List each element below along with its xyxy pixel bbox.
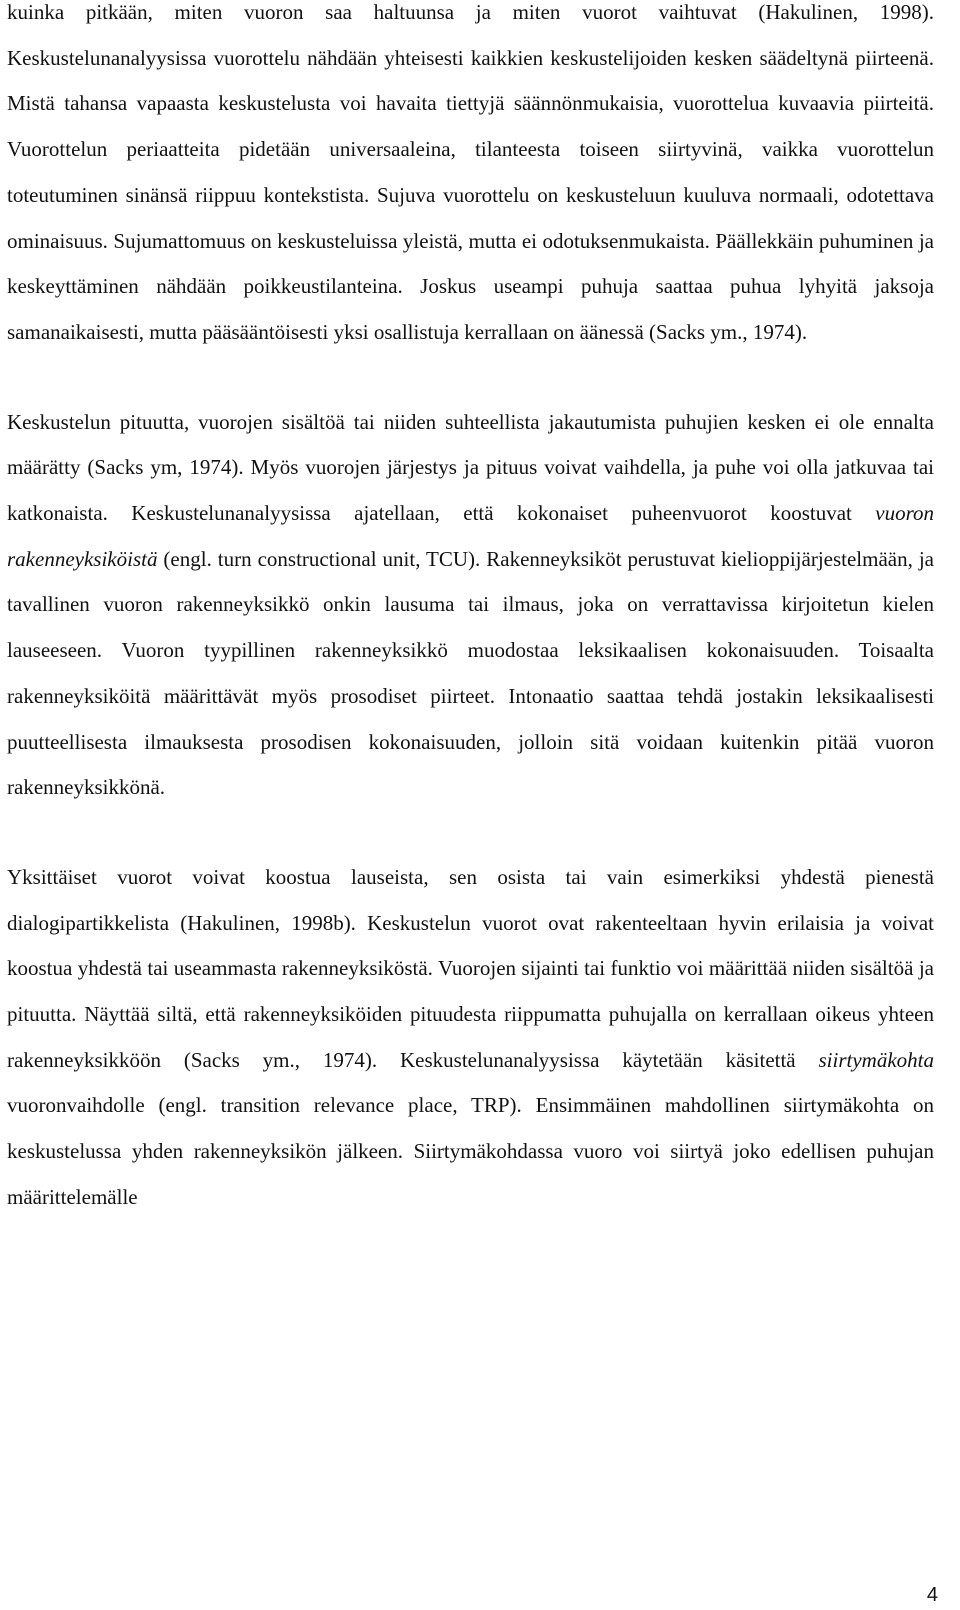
paragraph-text: kuinka pitkään, miten vuoron saa haltuunsa ja miten vuorot vaihtuvat (Hakulinen, 1998). Keskustelunanalyysissa vuorottelu nähdään yhteisesti kaikkien keskustelijoiden kesken säädeltynä piirteenä. Mistä tahansa vapaasta keskustelusta voi havaita tiettyjä säännönmukaisia, vuorottelua kuvaavia piirteitä. Vuorottelun periaatteita pidetään universaaleina, tilanteesta toiseen siirtyvinä, vaikka vuorottelun toteutuminen sinänsä riippuu kontekstista. Sujuva vuorottelu on keskusteluun kuuluva normaali, odotettava ominaisuus. Sujumattomuus on keskusteluissa yleistä, mutta ei odotuksenmukaista. Päällekkäin puhuminen ja keskeyttäminen nähdään poikkeustilanteina. Joskus useampi puhuja saattaa puhua lyhyitä jaksoja samanaikaisesti, mutta pääsääntöisesti yksi osallistuja kerrallaan on äänessä (Sacks ym., 1974). xyxy=(7,0,934,344)
paragraph-text: Keskustelun pituutta, vuorojen sisältöä tai niiden suhteellista jakautumista puhujien kesken ei ole ennalta määrätty (Sacks ym, 1974). Myös vuorojen järjestys ja pituus voivat vaihdella, ja puhe voi olla jatkuvaa tai katkonaista. Keskustelunanalyysissa ajatellaan, että kokonaiset puheenvuorot koostuvat xyxy=(7,409,934,526)
italic-term-tcu: vuoron rakenneyksiköistä xyxy=(7,501,934,571)
document-page xyxy=(7,0,934,1221)
page-number: 4 xyxy=(926,1584,938,1606)
italic-term-trp: siirtymäkohta xyxy=(818,1047,934,1072)
paragraph-text: (engl. turn constructional unit, TCU). Rakenneyksiköt perustuvat kielioppijärjestelmään, ja tavallinen vuoron rakenneyksikkö onkin lausuma tai ilmaus, joka on verrattavissa kirjoitetun kielen lauseeseen. Vuoron tyypillinen rakenneyksikkö muodostaa leksikaalisen kokonaisuuden. Toisaalta rakenneyksiköitä määrittävät myös prosodiset piirteet. Intonaatio saattaa tehdä jostakin leksikaalisesti puutteellisesta ilmauksesta prosodisen kokonaisuuden, jolloin sitä voidaan kuitenkin pitää vuoron rakenneyksikkönä. xyxy=(7,546,934,800)
paragraph-transition-place xyxy=(7,855,934,1221)
paragraph-turn-taking xyxy=(7,0,934,356)
paragraph-text: vuoronvaihdolle (engl. transition relevance place, TRP). Ensimmäinen mahdollinen siirtymäkohta on keskustelussa yhden rakenneyksikön jälkeen. Siirtymäkohdassa vuoro voi siirtyä joko edellisen puhujan määrittelemälle xyxy=(7,1093,934,1209)
paragraph-text: Yksittäiset vuorot voivat koostua lauseista, sen osista tai vain esimerkiksi yhdestä pienestä dialogipartikkelista (Hakulinen, 1998b). Keskustelun vuorot ovat rakenteeltaan hyvin erilaisia ja voivat koostua yhdestä tai useammasta rakenneyksiköstä. Vuorojen sijainti tai funktio voi määrittää niiden sisältöä ja pituutta. Näyttää siltä, että rakenneyksiköiden pituudesta riippumatta puhujalla on kerrallaan oikeus yhteen rakenneyksikköön (Sacks ym., 1974). Keskustelunanalyysissa käytetään käsitettä xyxy=(7,864,934,1072)
paragraph-turn-construction xyxy=(7,400,934,811)
